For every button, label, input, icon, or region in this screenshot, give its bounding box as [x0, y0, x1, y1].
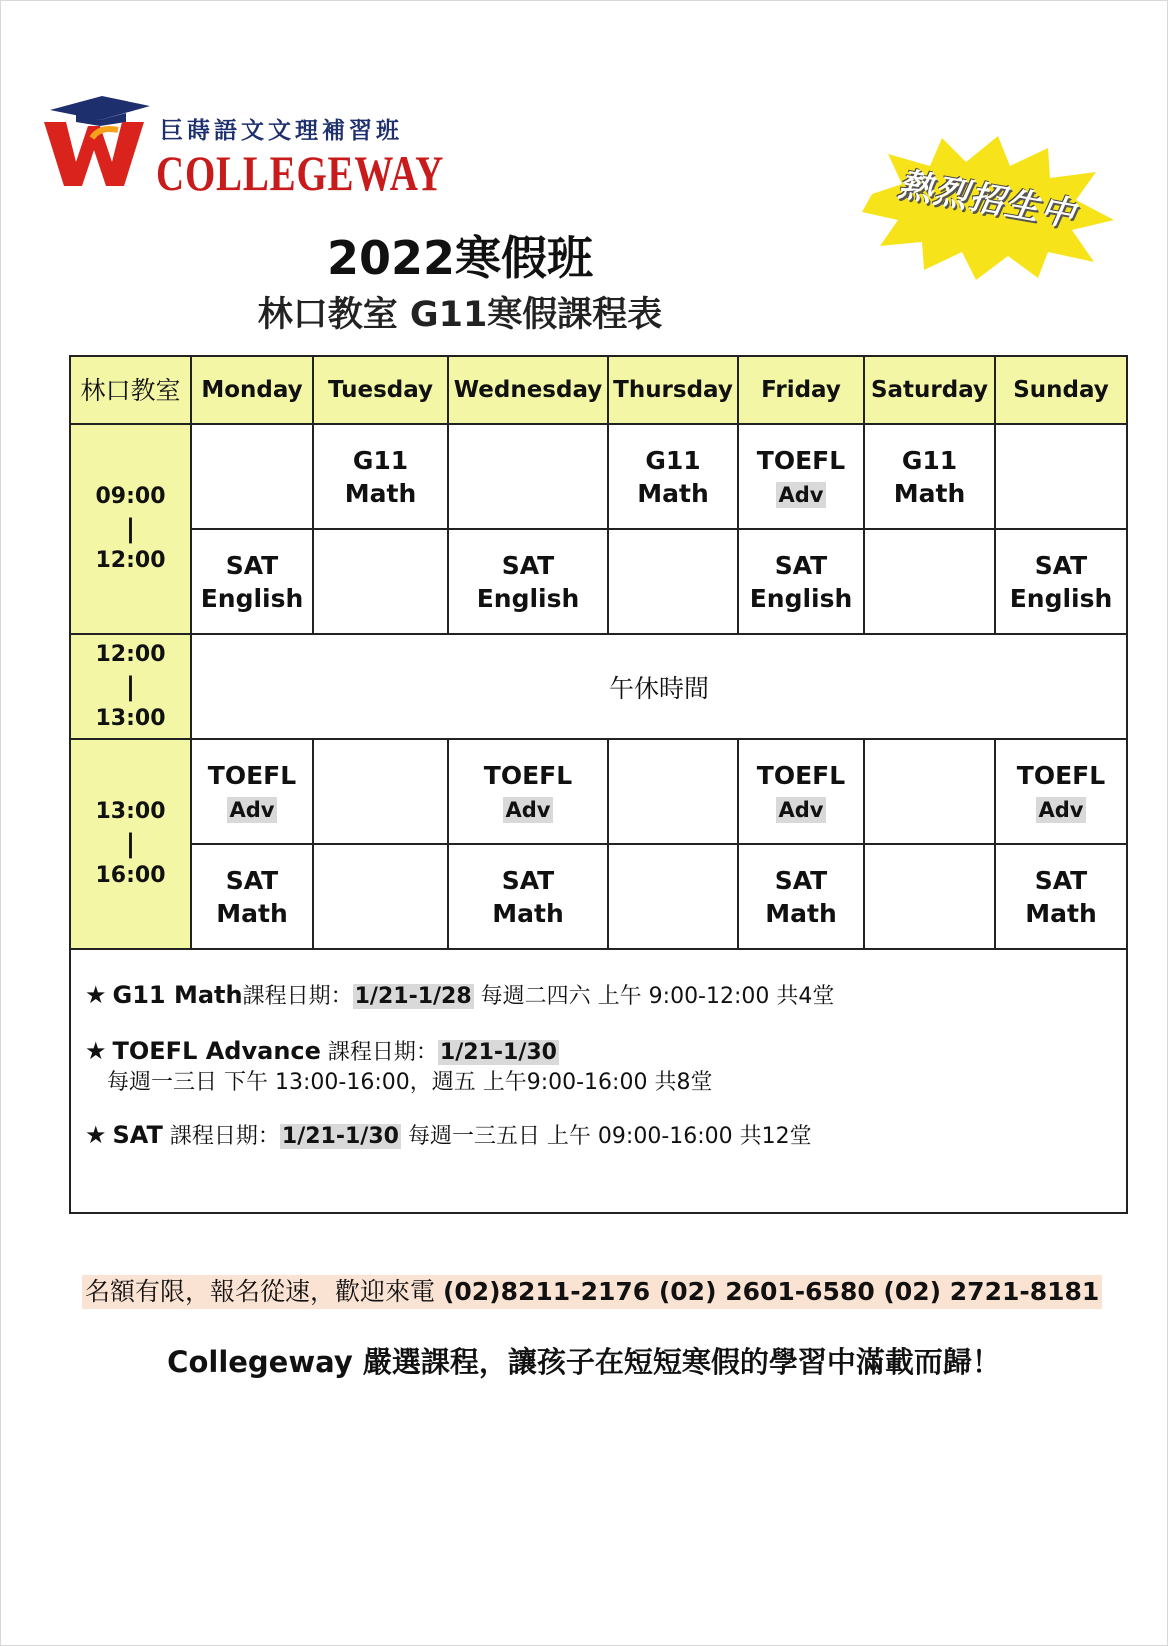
class-name: SAT — [225, 865, 279, 895]
class-subject: Math — [1025, 898, 1097, 928]
time-start: 09:00 — [95, 484, 166, 509]
closing-slogan: Collegeway 嚴選課程，讓孩子在短短寒假的學習中滿載而歸！ — [167, 1345, 1001, 1379]
level-badge: Adv — [503, 797, 554, 823]
class-slot — [191, 529, 313, 634]
collegeway-logo — [44, 96, 445, 206]
morning-row-2 — [70, 529, 1127, 634]
day-header-saturday: Saturday — [864, 356, 995, 424]
class-subject: Math — [893, 478, 966, 508]
day-header-tuesday: Tuesday — [313, 356, 448, 424]
note-course-label: SAT — [112, 1121, 163, 1149]
note-course-label: G11 Math — [112, 981, 243, 1009]
class-slot — [448, 529, 608, 634]
empty-slot — [313, 844, 448, 949]
lunch-break-label: 午休時間 — [191, 634, 1127, 739]
note-date-label: 課程日期： — [242, 984, 353, 1009]
level-badge: Adv — [1036, 797, 1087, 823]
star-icon: ★ — [85, 1037, 107, 1065]
class-slot — [313, 424, 448, 529]
level-badge: Adv — [776, 482, 827, 508]
note-dates: 1/21-1/28 — [354, 984, 472, 1009]
contact-phones: (02)8211-2176 (02) 2601-6580 (02) 2721-8181 — [442, 1277, 1100, 1306]
class-name: G11 — [901, 445, 958, 475]
empty-slot — [313, 739, 448, 844]
note-g11-math — [85, 979, 834, 1010]
class-subject: English — [200, 583, 304, 613]
note-dates: 1/21-1/30 — [281, 1124, 399, 1149]
class-name: TOEFL — [1016, 760, 1106, 790]
class-name: SAT — [1034, 865, 1088, 895]
note-sat — [85, 1119, 812, 1150]
note-toefl — [85, 1035, 559, 1066]
class-slot — [448, 739, 608, 844]
empty-slot — [864, 739, 995, 844]
course-notes-box — [69, 949, 1128, 1214]
note-course-label: TOEFL Advance — [112, 1037, 321, 1065]
day-header-thursday: Thursday — [608, 356, 738, 424]
level-badge: Adv — [227, 797, 278, 823]
day-header-wednesday: Wednesday — [448, 356, 608, 424]
class-subject: English — [476, 583, 580, 613]
class-subject: Math — [492, 898, 564, 928]
classroom-header: 林口教室 — [70, 356, 191, 424]
afternoon-row-2 — [70, 844, 1127, 949]
class-name: SAT — [1034, 550, 1088, 580]
logo-english-name: COLLEGEWAY — [156, 145, 445, 201]
class-slot — [738, 424, 864, 529]
day-header-friday: Friday — [738, 356, 864, 424]
class-subject: Math — [637, 478, 709, 508]
note-date-label: 課程日期： — [162, 1124, 280, 1149]
header-row — [70, 356, 1127, 424]
class-slot — [608, 424, 738, 529]
contact-line — [82, 1275, 1102, 1309]
time-end: 13:00 — [95, 705, 166, 731]
morning-row-1 — [70, 424, 1127, 529]
note-detail: 每週一三五日 上午 09:00-16:00 共12堂 — [407, 1124, 812, 1149]
class-slot — [995, 844, 1127, 949]
class-name: TOEFL — [483, 760, 573, 790]
time-separator: | — [125, 829, 136, 859]
class-slot — [191, 739, 313, 844]
class-name: G11 — [645, 445, 701, 475]
note-dates: 1/21-1/30 — [439, 1040, 557, 1065]
class-subject: English — [1009, 583, 1113, 613]
page-title: 2022寒假班 — [326, 231, 594, 285]
class-name: SAT — [501, 550, 555, 580]
class-slot — [738, 844, 864, 949]
time-separator: | — [125, 514, 136, 544]
afternoon-row-1 — [70, 739, 1127, 844]
class-name: TOEFL — [207, 760, 297, 790]
class-slot — [448, 844, 608, 949]
star-icon: ★ — [85, 1121, 107, 1149]
contact-text: 名額有限，報名從速，歡迎來電 — [85, 1277, 436, 1306]
lunch-time-cell — [70, 634, 191, 739]
class-name: SAT — [774, 550, 828, 580]
time-separator: | — [125, 671, 136, 702]
lunch-row — [70, 634, 1127, 739]
empty-slot — [995, 424, 1127, 529]
time-start: 12:00 — [95, 641, 166, 667]
empty-slot — [608, 844, 738, 949]
class-name: SAT — [774, 865, 828, 895]
class-name: SAT — [225, 550, 279, 580]
empty-slot — [864, 529, 995, 634]
class-slot — [738, 529, 864, 634]
page-subtitle: 林口教室 G11寒假課程表 — [257, 295, 663, 335]
day-header-monday: Monday — [191, 356, 313, 424]
class-slot — [864, 424, 995, 529]
enrollment-badge-text: 熱烈招生中 — [895, 164, 1080, 236]
class-slot — [995, 739, 1127, 844]
note-toefl-detail: 每週一三日 下午 13:00-16:00，週五 上午9:00-16:00 共8堂 — [107, 1070, 713, 1095]
empty-slot — [313, 529, 448, 634]
class-name: TOEFL — [756, 445, 846, 475]
schedule-table — [69, 355, 1128, 950]
class-name: G11 — [352, 445, 409, 475]
class-subject: Math — [765, 898, 837, 928]
level-badge: Adv — [776, 797, 827, 823]
afternoon-time-cell — [70, 739, 191, 949]
class-slot — [191, 844, 313, 949]
empty-slot — [608, 739, 738, 844]
w-logo-icon — [44, 116, 144, 188]
day-header-sunday: Sunday — [995, 356, 1127, 424]
class-subject: Math — [344, 478, 417, 508]
empty-slot — [191, 424, 313, 529]
class-slot — [995, 529, 1127, 634]
class-name: TOEFL — [756, 760, 846, 790]
logo-chinese-name: 巨蒔語文文理補習班 — [160, 117, 403, 144]
class-slot — [738, 739, 864, 844]
class-subject: English — [749, 583, 853, 613]
class-name: SAT — [501, 865, 555, 895]
star-icon: ★ — [85, 981, 107, 1009]
empty-slot — [864, 844, 995, 949]
morning-time-cell — [70, 424, 191, 634]
note-date-label: 課程日期： — [320, 1040, 438, 1065]
empty-slot — [448, 424, 608, 529]
time-end: 12:00 — [95, 548, 166, 573]
class-subject: Math — [216, 898, 288, 928]
time-end: 16:00 — [95, 863, 166, 888]
time-start: 13:00 — [95, 799, 166, 824]
note-detail: 每週二四六 上午 9:00-12:00 共4堂 — [480, 984, 835, 1009]
empty-slot — [608, 529, 738, 634]
